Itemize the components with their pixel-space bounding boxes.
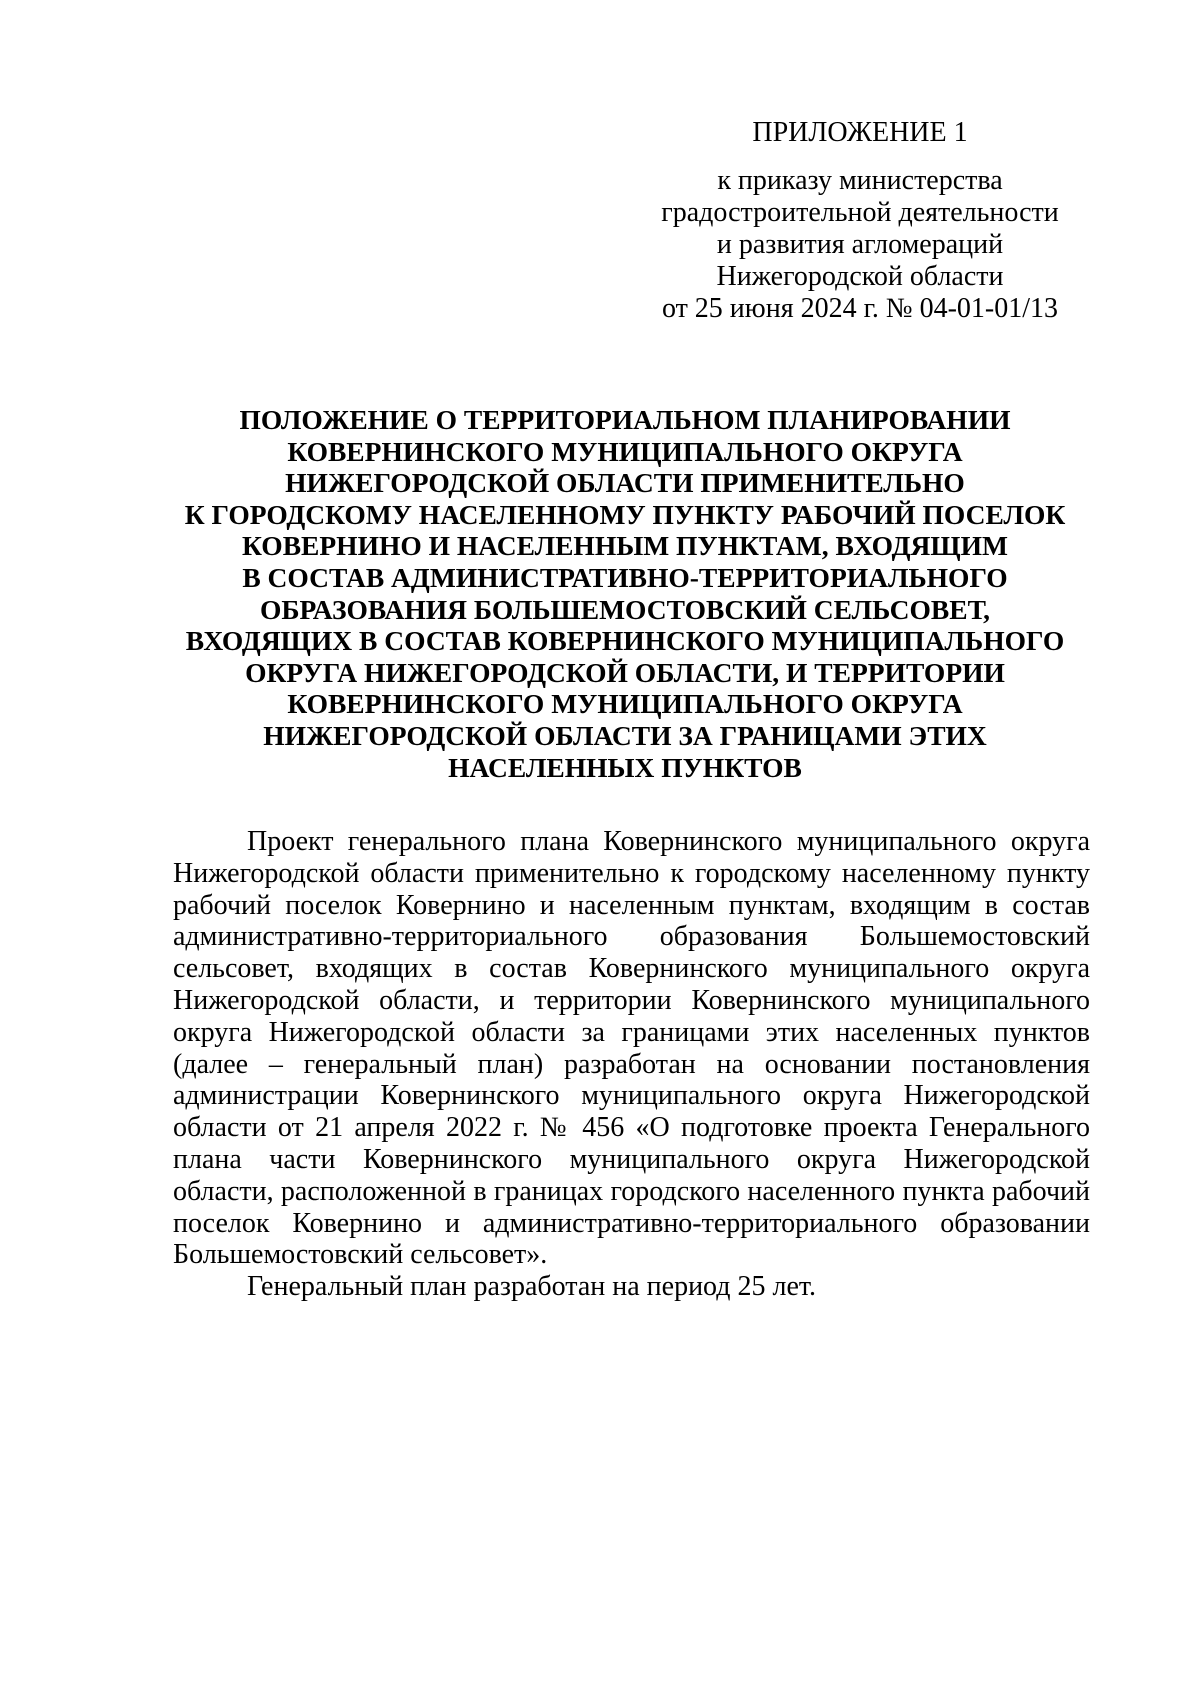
title-line: НИЖЕГОРОДСКОЙ ОБЛАСТИ ЗА ГРАНИЦАМИ ЭТИХ [263, 719, 987, 751]
body-paragraph: Проект генерального плана Ковернинского муниципального округа Нижегородской области применительно к городскому населенному пункту рабочий поселок Ковернино и населенным пунктам, входящим в состав административно-территориального образования Большемостовский сельсовет, входящих в состав Ковернинского муниципального округа Нижегородской области, и территории Ковернинского муниципального округа Нижегородской области за границами этих населенных пунктов (далее – генеральный план) разработан на основании постановления администрации Ковернинского муниципального округа Нижегородской области от 21 апреля 2022 г. № 456 «О подготовке проекта Генерального плана части Ковернинского муниципального округа Нижегородской области, расположенной в границах городского населенного пункта рабочий поселок Ковернино и административно-территориального образовании Большемостовский сельсовет». [173, 826, 1090, 1271]
appendix-line: и развития агломераций [716, 229, 1004, 260]
appendix-line: к приказу министерства [717, 165, 1003, 196]
appendix-line: градостроительной деятельности [661, 197, 1059, 228]
title-line: ВХОДЯЩИХ В СОСТАВ КОВЕРНИНСКОГО МУНИЦИПАЛЬНОГО [185, 625, 1065, 657]
body-paragraph: Генеральный план разработан на период 25 лет. [247, 1271, 817, 1303]
appendix-line: от 25 июня 2024 г. № 04-01-01/13 [661, 293, 1059, 324]
title-line: НИЖЕГОРОДСКОЙ ОБЛАСТИ ПРИМЕНИТЕЛЬНО [285, 467, 965, 499]
title-line: ОКРУГА НИЖЕГОРОДСКОЙ ОБЛАСТИ, И ТЕРРИТОРИИ [245, 656, 1005, 688]
title-line: КОВЕРНИНСКОГО МУНИЦИПАЛЬНОГО ОКРУГА [287, 435, 963, 467]
title-line: ОБРАЗОВАНИЯ БОЛЬШЕМОСТОВСКИЙ СЕЛЬСОВЕТ, [259, 593, 991, 625]
title-line: ПОЛОЖЕНИЕ О ТЕРРИТОРИАЛЬНОМ ПЛАНИРОВАНИИ [239, 404, 1011, 435]
document-body [173, 826, 1090, 1303]
title-line: НАСЕЛЕННЫХ ПУНКТОВ [448, 751, 802, 783]
title-line: К ГОРОДСКОМУ НАСЕЛЕННОМУ ПУНКТУ РАБОЧИЙ ПОСЕЛОК [184, 498, 1066, 530]
title-line: КОВЕРНИНСКОГО МУНИЦИПАЛЬНОГО ОКРУГА [287, 688, 963, 720]
title-line: В СОСТАВ АДМИНИСТРАТИВНО-ТЕРРИТОРИАЛЬНОГО [242, 561, 1008, 593]
document-title [160, 404, 1090, 783]
appendix-line: Нижегородской области [716, 261, 1004, 292]
appendix-title: ПРИЛОЖЕНИЕ 1 [752, 117, 968, 148]
title-line: КОВЕРНИНО И НАСЕЛЕННЫМ ПУНКТАМ, ВХОДЯЩИМ [242, 530, 1008, 562]
